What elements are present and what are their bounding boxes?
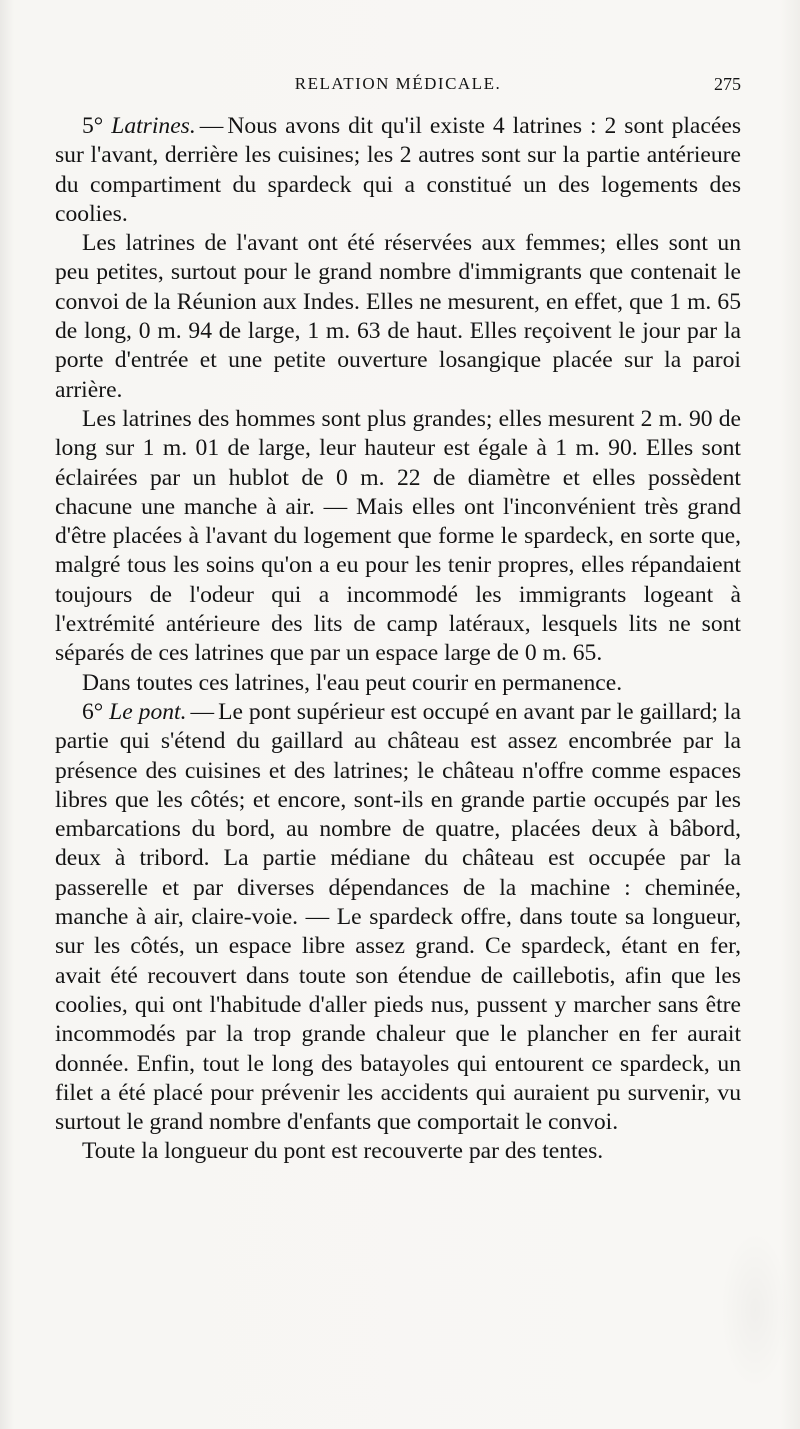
- paragraph-text: Le pont supérieur est occupé en avant par le gaillard; la partie qui s'étend du gaillard au château est assez encombrée par la présence des cuisines et des latrines; le château n'offre comme espaces libres que les côtés; et encore, sont-ils en grande partie occupés par les embarcations du bord, au nombre de quatre, placées deux à bâbord, deux à tribord. La partie médiane du château est occupée par la passerelle et par diverses dépendances de la machine : cheminée, manche à air, claire-voie. — Le spardeck offre, dans toute sa longueur, sur les côtés, un espace libre assez grand. Ce spardeck, étant en fer, avait été recouvert dans toute son étendue de caillebotis, afin que les coolies, qui ont l'habitude d'aller pieds nus, pussent y marcher sans être incommodés par la trop grande chaleur que le plancher en fer aurait donnée. Enfin, tout le long des batayoles qui entourent ce spardeck, un filet a été placé pour prévenir les accidents qui auraient pu survenir, vu surtout le grand nombre d'enfants que comportait le convoi.: [55, 698, 741, 1136]
- paragraph-eau: [55, 669, 741, 698]
- body-text: [55, 112, 741, 1167]
- section-number: 5°: [82, 113, 104, 139]
- paragraph-latrines: [55, 112, 741, 229]
- section-number: 6°: [82, 698, 104, 725]
- paragraph-text: Toute la longueur du pont est recouverte par des tentes.: [82, 1138, 604, 1165]
- paragraph-latrines-hommes: [55, 405, 741, 669]
- paragraph-tentes: [55, 1137, 741, 1166]
- dash-separator: —: [199, 113, 224, 139]
- page-number: 275: [714, 74, 741, 94]
- section-title: Le pont.: [109, 698, 187, 725]
- paragraph-text: Les latrines de l'avant ont été réservées aux femmes; elles sont un peu petites, surtout pour le grand nombre d'immigrants que contenait le convoi de la Réunion aux Indes. Elles ne mesurent, en effet, que 1 m. 65 de long, 0 m. 94 de large, 1 m. 63 de haut. Elles reçoivent le jour par la porte d'entrée et une petite ouverture losangique placée sur la paroi arrière.: [55, 230, 741, 403]
- paragraph-latrines-avant: [55, 229, 741, 405]
- paragraph-text: Dans toutes ces latrines, l'eau peut courir en permanence.: [82, 669, 623, 696]
- paragraph-pont: [55, 698, 741, 1137]
- page-header: [55, 72, 741, 98]
- paragraph-text: Les latrines des hommes sont plus grandes; elles mesurent 2 m. 90 de long sur 1 m. 01 de large, leur hauteur est égale à 1 m. 90. Elles sont éclairées par un hublot de 0 m. 22 de diamètre et elles possèdent chacune une manche à air. — Mais elles ont l'inconvénient très grand d'être placées à l'avant du logement que forme le spardeck, en sorte que, malgré tous les soins qu'on a eu pour les tenir propres, elles répandaient toujours de l'odeur qui a incommodé les immigrants logeant à l'extrémité antérieure des lits de camp latéraux, lesquels lits ne sont séparés de ces latrines que par un espace large de 0 m. 65.: [55, 405, 741, 667]
- page-stain: [720, 1230, 790, 1390]
- paragraph-text: Nous avons dit qu'il existe 4 latrines : 2 sont placées sur l'avant, derrière les cuisines; les 2 autres sont sur la partie antérieure du compartiment du spardeck qui a constitué un des logements des coolies.: [55, 113, 741, 227]
- running-title: RELATION MÉDICALE.: [294, 74, 502, 93]
- dash-separator: —: [190, 698, 215, 725]
- section-title: Latrines.: [111, 113, 196, 139]
